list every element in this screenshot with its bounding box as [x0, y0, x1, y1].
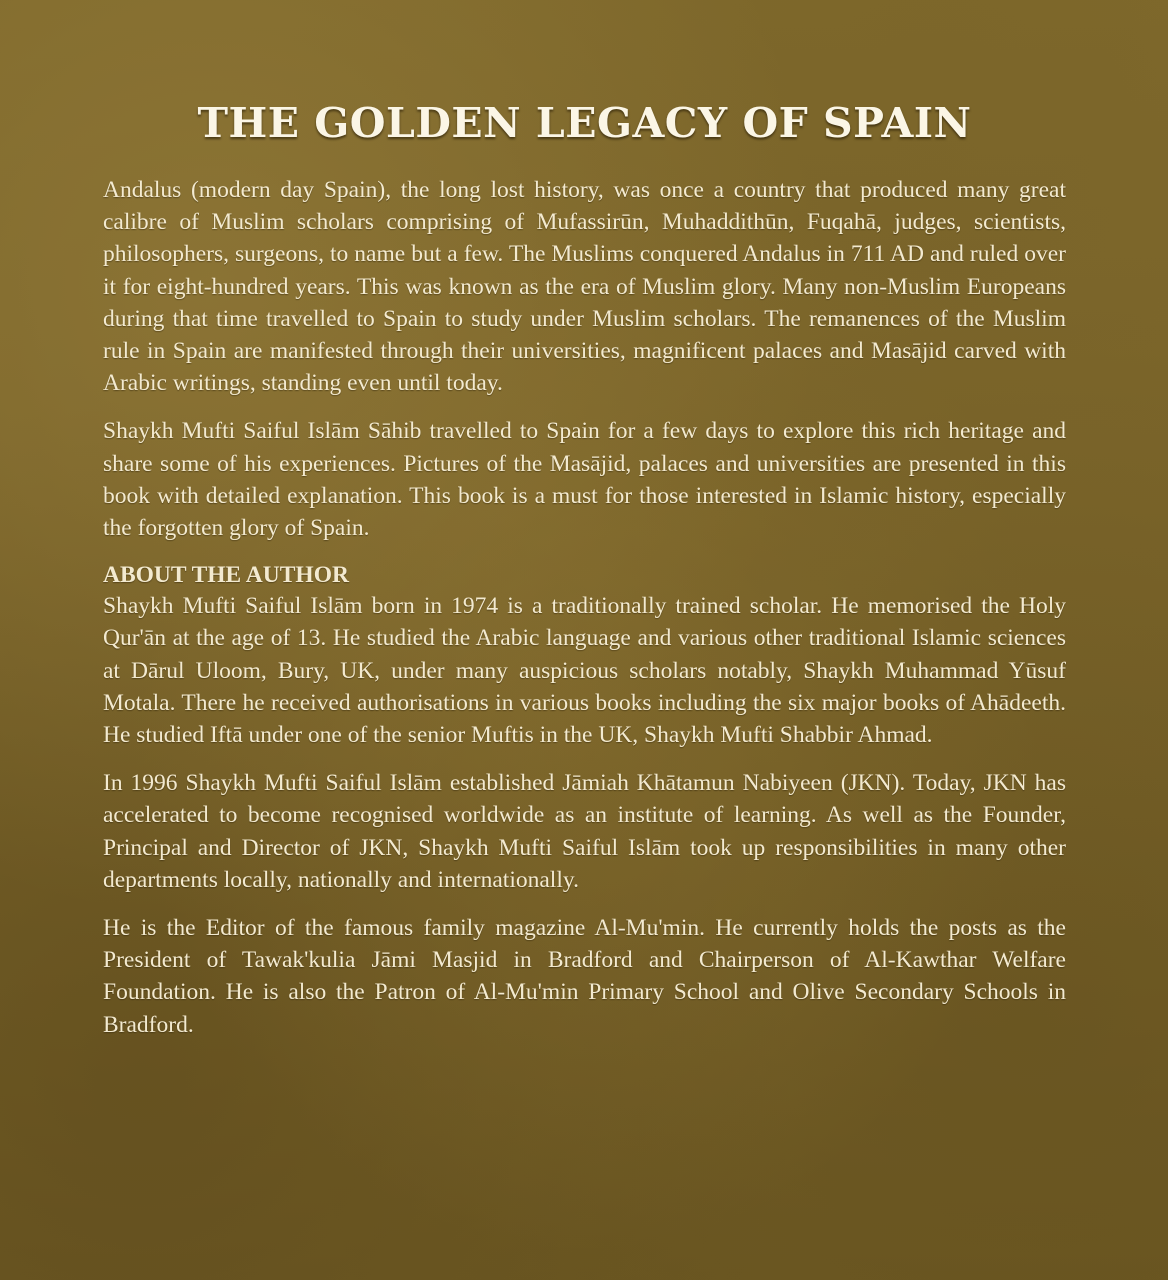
intro-paragraph-andalus: Andalus (modern day Spain), the long lost history, was once a country that produced many great calibre of Muslim scholars comprising of Mufassirūn, Muhaddithūn, Fuqahā, judges, scientists, philosophers, surgeons, to name but a few. The Muslims conquered Andalus in 711 AD and ruled over it for eight-hundred years. This was known as the era of Muslim glory. Many non-Muslim Europeans during that time travelled to Spain to study under Muslim scholars. The remanences of the Muslim rule in Spain are manifested through their universities, magnificent palaces and Masājid carved with Arabic writings, standing even until today. — [103, 177, 1066, 397]
author-jkn-paragraph: In 1996 Shaykh Mufti Saiful Islām established Jāmiah Khātamun Nabiyeen (JKN). Today, JKN has accelerated to become recognised worldwide as an institute of learning. As well as the Founder, Principal and Director of JKN, Shaykh Mufti Saiful Islām took up responsibilities in many other departments locally, nationally and internationally. — [103, 770, 1066, 893]
about-author-heading: ABOUT THE AUTHOR — [103, 562, 349, 589]
intro-paragraph-travel: Shaykh Mufti Saiful Islām Sāhib travelled to Spain for a few days to explore this rich heritage and share some of his experiences. Pictures of the Masājid, palaces and universities are presented in this book with detailed explanation. This book is a must for those interested in Islamic history, especially the forgotten glory of Spain. — [103, 418, 1066, 542]
author-bio-paragraph: Shaykh Mufti Saiful Islām born in 1974 is a traditionally trained scholar. He memorised the Holy Qur'ān at the age of 13. He studied the Arabic language and various other traditional Islamic sciences at Dārul Uloom, Bury, UK, under many auspicious scholars notably, Shaykh Muhammad Yūsuf Motala. There he received authorisations in various books including the six major books of Ahādeeth. He studied Iftā under one of the senior Muftis in the UK, Shaykh Mufti Shabbir Ahmad. — [103, 593, 1066, 749]
book-title: THE GOLDEN LEGACY OF SPAIN — [197, 99, 972, 147]
author-roles-paragraph: He is the Editor of the famous family magazine Al-Mu'min. He currently holds the posts as the President of Tawak'kulia Jāmi Masjid in Bradford and Chairperson of Al-Kawthar Welfare Foundation. He is also the Patron of Al-Mu'min Primary School and Olive Secondary Schools in Bradford. — [103, 915, 1066, 1038]
